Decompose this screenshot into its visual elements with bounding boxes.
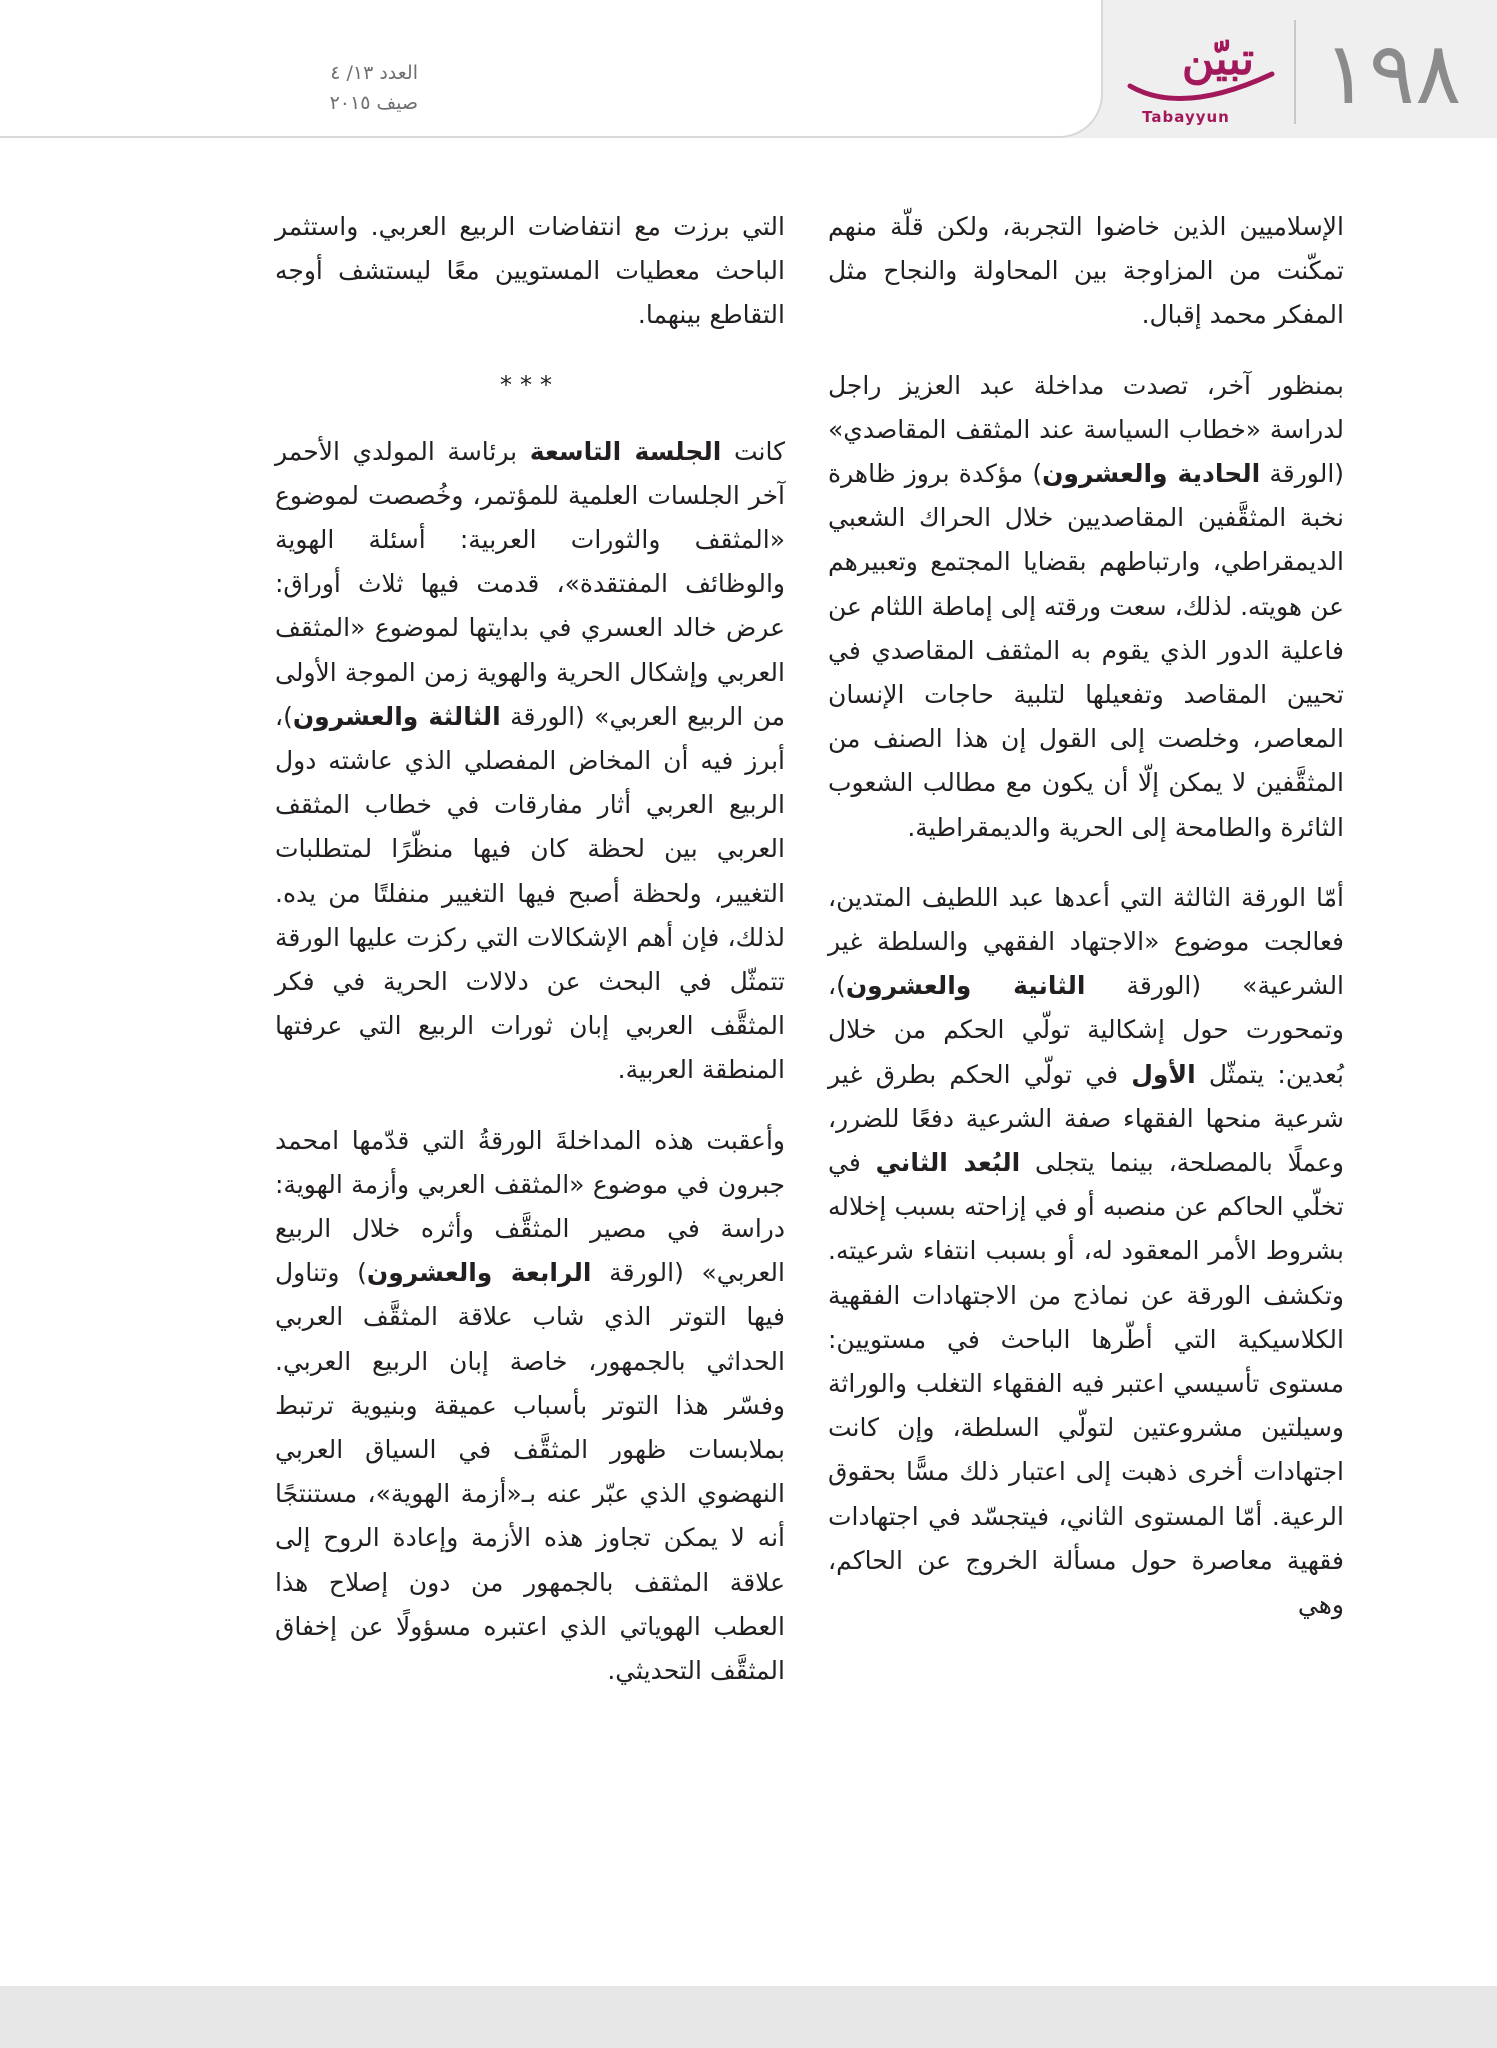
section-separator: ***	[500, 370, 560, 399]
page-number: ١٩٨	[1322, 24, 1462, 124]
paragraph: كانت الجلسة التاسعة برئاسة المولدي الأحمر آخر الجلسات العلمية للمؤتمر، وخُصصت لموضوع «المثقف والثورات العربية: أسئلة الهوية والوظائف المفتقدة»، قدمت فيها ثلاث أوراق: عرض خالد العسري في بدايتها لموضوع «المثقف العربي وإشكال الحرية والهوية زمن الموجة الأولى من الربيع العربي» (الورقة الثالثة والعشرون)، أبرز فيه أن المخاض المفصلي الذي عاشته دول الربيع العربي أثار مفارقات في خطاب المثقف العربي بين لحظة كان فيها منظّرًا لمتطلبات التغيير، ولحظة أصبح فيها التغيير منفلتًا من يده. لذلك، فإن أهم الإشكالات التي ركزت عليها الورقة تتمثّل في البحث عن دلالات الحرية في فكر المثقَّف العربي إبان ثورات الربيع التي عرفتها المنطقة العربية.	[275, 436, 786, 1085]
footer-bar	[0, 1986, 1497, 2048]
article-column-right	[828, 205, 1344, 1653]
paragraph: أمّا الورقة الثالثة التي أعدها عبد اللطيف المتدين، فعالجت موضوع «الاجتهاد الفقهي والسلطة غير الشرعية» (الورقة الثانية والعشرون)، وتمحورت حول إشكالية تولّي الحكم من خلال بُعدين: يتمثّل الأول في تولّي الحكم بطرق غير شرعية منحها الفقهاء صفة الشرعية دفعًا للضرر، وعملًا بالمصلحة، بينما يتجلى البُعد الثاني في تخلّي الحاكم عن منصبه أو في إزاحته بسبب إخلاله بشروط الأمر المعقود له، أو بسبب انتفاء شرعيته. وتكشف الورقة عن نماذج من الاجتهادات الفقهية الكلاسيكية التي أطّرها الباحث في مستويين: مستوى تأسيسي اعتبر فيه الفقهاء التغلب والوراثة وسيلتين مشروعتين لتولّي السلطة، وإن كانت اجتهادات أخرى ذهبت إلى اعتبار ذلك مسًّا بحقوق الرعية. أمّا المستوى الثاني، فيتجسّد في اجتهادات فقهية معاصرة حول مسألة الخروج عن الحاكم، وهي	[828, 882, 1345, 1620]
header-divider	[1294, 20, 1296, 124]
paragraph: الإسلاميين الذين خاضوا التجربة، ولكن قلّة منهم تمكّنت من المزاوجة بين المحاولة والنجاح مثل المفكر محمد إقبال.	[828, 212, 1344, 330]
paragraph: وأعقبت هذه المداخلةَ الورقةُ التي قدّمها امحمد جبرون في موضوع «المثقف العربي وأزمة الهوية: دراسة في مصير المثقَّف وأثره خلال الربيع العربي» (الورقة الرابعة والعشرون) وتناول فيها التوتر الذي شاب علاقة المثقَّف العربي الحداثي بالجمهور، خاصة إبان الربيع العربي. وفسّر هذا التوتر بأسباب عميقة وبنيوية ترتبط بملابسات ظهور المثقَّف في السياق العربي النهضوي الذي عبّر عنه بـ«أزمة الهوية»، مستنتجًا أنه لا يمكن تجاوز هذه الأزمة وإعادة الروح إلى علاقة المثقف بالجمهور من دون إصلاح هذا العطب الهوياتي الذي اعتبره مسؤولًا عن إخفاق المثقَّف التحديثي.	[275, 1125, 785, 1686]
logo-arabic-text: تبيّن	[1181, 34, 1255, 85]
paragraph: بمنظور آخر، تصدت مداخلة عبد العزيز راجل لدراسة «خطاب السياسة عند المثقف المقاصدي» (الورقة الحادية والعشرون) مؤكدة بروز ظاهرة نخبة المثقَّفين المقاصديين خلال الحراك الشعبي الديمقراطي، وارتباطهم بقضايا المجتمع وتعبيرهم عن هويته. لذلك، سعت ورقته إلى إماطة اللثام عن فاعلية الدور الذي يقوم به المثقف المقاصدي في تحيين المقاصد وتفعيلها لتلبية حاجات الإنسان المعاصر، وخلصت إلى القول إن هذا الصنف من المثقَّفين لا يمكن إلّا أن يكون مع مطالب الشعوب الثائرة والطامحة إلى الحرية والديمقراطية.	[828, 370, 1345, 842]
issue-info	[268, 58, 418, 118]
header-panel	[0, 0, 1103, 138]
issue-number: العدد ١٣/ ٤	[330, 62, 418, 84]
logo-latin-text: Tabayyun	[1142, 108, 1230, 126]
tabayyun-logo-icon	[1122, 28, 1292, 128]
paragraph: التي برزت مع انتفاضات الربيع العربي. واستثمر الباحث معطيات المستويين معًا ليستشف أوجه التقاطع بينهما.	[275, 212, 785, 330]
issue-season: صيف ٢٠١٥	[329, 92, 418, 114]
article-column-left	[275, 205, 785, 1719]
